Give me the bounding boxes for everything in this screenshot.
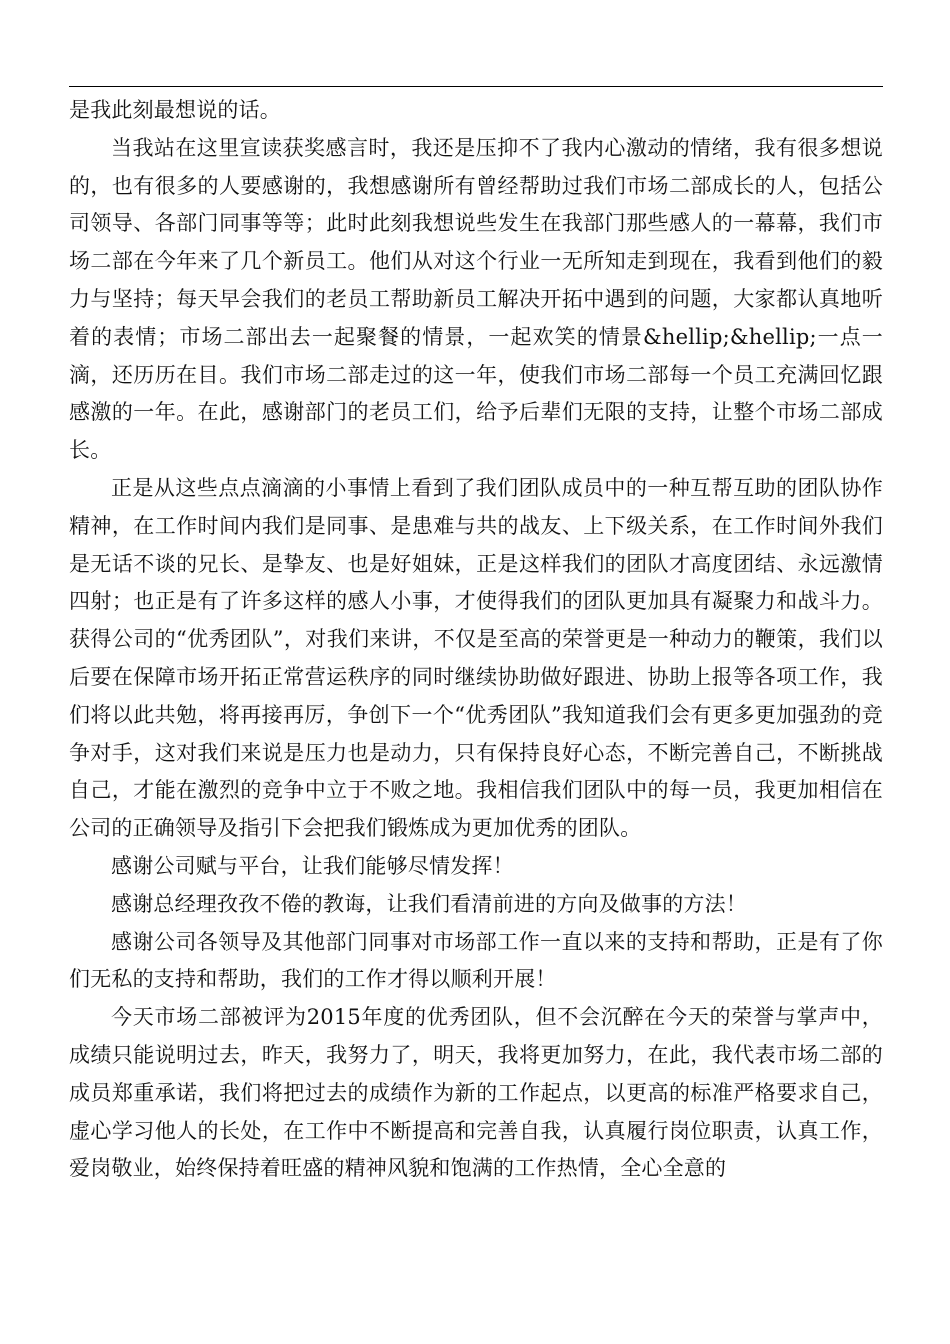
paragraph-thanks-manager: 感谢总经理孜孜不倦的教诲，让我们看清前进的方向及做事的方法！ (111, 891, 747, 916)
header-rule (69, 86, 883, 87)
paragraph-team-spirit: 正是从这些点点滴滴的小事情上看到了我们团队成员中的一种互帮互助的团队协作精神，在工作时间内我们是同事、是患难与共的战友、上下级关系，在工作时间外我们是无话不谈的兄长、是挚友、也是好姐妹，正是这样我们的团队才高度团结、永远激情四射；也正是有了许多这样的感人小事，才使得我们的团队更加具有凝聚力和战斗力。获得公司的“优秀团队”，对我们来讲，不仅是至高的荣誉更是一种动力的鞭策，我们以后要在保障市场开拓正常营运秩序的同时继续协助做好跟进、协助上报等各项工作，我们将以此共勉，将再接再厉，争创下一个“优秀团队”我知道我们会有更多更加强劲的竞争对手，这对我们来说是压力也是动力，只有保持良好心态，不断完善自己，不断挑战自己，才能在激烈的竞争中立于不败之地。我相信我们团队中的每一员，我更加相信在公司的正确领导及指引下会把我们锻炼成为更加优秀的团队。 (69, 475, 883, 841)
paragraph-commitment: 今天市场二部被评为2015年度的优秀团队，但不会沉醉在今天的荣誉与掌声中，成绩只能说明过去，昨天，我努力了，明天，我将更加努力，在此，我代表市场二部的成员郑重承诺，我们将把过去的成绩作为新的工作起点，以更高的标准严格要求自己，虚心学习他人的长处，在工作中不断提高和完善自我，认真履行岗位职责，认真工作，爱岗敬业，始终保持着旺盛的精神风貌和饱满的工作热情，全心全意的 (69, 1005, 883, 1181)
paragraph-thanks-company: 感谢公司赋与平台，让我们能够尽情发挥！ (111, 853, 514, 878)
paragraph-thanks-colleagues: 感谢公司各领导及其他部门同事对市场部工作一直以来的支持和帮助，正是有了你们无私的支持和帮助，我们的工作才得以顺利开展！ (69, 929, 883, 992)
paragraph-acceptance-speech: 当我站在这里宣读获奖感言时，我还是压抑不了我内心激动的情绪，我有很多想说的，也有很多的人要感谢的，我想感谢所有曾经帮助过我们市场二部成长的人，包括公司领导、各部门同事等等；此时此刻我想说些发生在我部门那些感人的一幕幕，我们市场二部在今年来了几个新员工。他们从对这个行业一无所知走到现在，我看到他们的毅力与坚持；每天早会我们的老员工帮助新员工解决开拓中遇到的问题，大家都认真地听着的表情；市场二部出去一起聚餐的情景，一起欢笑的情景&hellip;&hellip;一点一滴，还历历在目。我们市场二部走过的这一年，使我们市场二部每一个员工充满回忆跟感激的一年。在此，感谢部门的老员工们，给予后辈们无限的支持，让整个市场二部成长。 (69, 135, 883, 463)
paragraph-continuation: 是我此刻最想说的话。 (69, 98, 281, 122)
document-body (69, 92, 883, 1188)
